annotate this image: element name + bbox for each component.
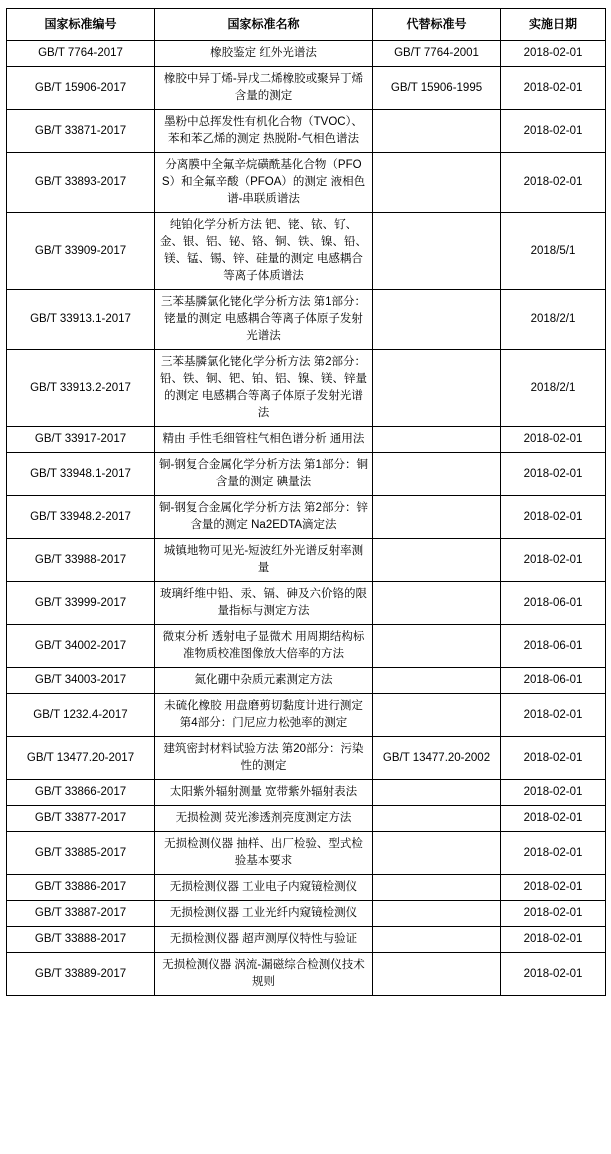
cell-standard-name: 纯铂化学分析方法 钯、铑、铱、钌、金、银、铝、铋、铬、铜、铁、镍、铅、镁、锰、锡、锌、硅量的测定 电感耦合等离子体质谱法 (155, 213, 373, 290)
cell-replaced-code (373, 350, 501, 427)
cell-standard-code: GB/T 33888-2017 (7, 927, 155, 953)
table-row (7, 737, 606, 780)
cell-replaced-code: GB/T 15906-1995 (373, 67, 501, 110)
table-row (7, 539, 606, 582)
cell-standard-name: 无损检测 荧光渗透剂亮度测定方法 (155, 806, 373, 832)
cell-replaced-code (373, 694, 501, 737)
table-row (7, 213, 606, 290)
cell-replaced-code (373, 625, 501, 668)
cell-standard-name: 墨粉中总挥发性有机化合物（TVOC）、苯和苯乙烯的测定 热脱附-气相色谱法 (155, 110, 373, 153)
cell-standard-code: GB/T 34003-2017 (7, 668, 155, 694)
cell-replaced-code (373, 832, 501, 875)
cell-standard-code: GB/T 33887-2017 (7, 901, 155, 927)
column-header-effective-date: 实施日期 (501, 9, 606, 41)
cell-replaced-code (373, 806, 501, 832)
table-row (7, 927, 606, 953)
cell-standard-code: GB/T 33871-2017 (7, 110, 155, 153)
cell-standard-name: 精由 手性毛细管柱气相色谱分析 通用法 (155, 427, 373, 453)
cell-standard-name: 无损检测仪器 抽样、出厂检验、型式检验基本要求 (155, 832, 373, 875)
cell-standard-code: GB/T 33893-2017 (7, 153, 155, 213)
table-row (7, 67, 606, 110)
cell-standard-code: GB/T 34002-2017 (7, 625, 155, 668)
cell-standard-name: 铜-钢复合金属化学分析方法 第1部分：铜含量的测定 碘量法 (155, 453, 373, 496)
cell-effective-date: 2018-02-01 (501, 427, 606, 453)
table-row (7, 953, 606, 996)
cell-replaced-code (373, 780, 501, 806)
cell-replaced-code (373, 290, 501, 350)
cell-standard-code: GB/T 33889-2017 (7, 953, 155, 996)
cell-standard-name: 分离膜中全氟辛烷磺酰基化合物（PFOS）和全氟辛酸（PFOA）的测定 液相色谱-串联质谱法 (155, 153, 373, 213)
cell-effective-date: 2018-02-01 (501, 496, 606, 539)
cell-replaced-code (373, 427, 501, 453)
cell-standard-name: 铜-钢复合金属化学分析方法 第2部分：锌含量的测定 Na2EDTA滴定法 (155, 496, 373, 539)
cell-standard-name: 微束分析 透射电子显微术 用周期结构标准物质校准图像放大倍率的方法 (155, 625, 373, 668)
cell-replaced-code (373, 213, 501, 290)
cell-effective-date: 2018-02-01 (501, 806, 606, 832)
cell-effective-date: 2018-02-01 (501, 953, 606, 996)
table-row (7, 350, 606, 427)
cell-standard-code: GB/T 33917-2017 (7, 427, 155, 453)
cell-effective-date: 2018/2/1 (501, 290, 606, 350)
table-row (7, 668, 606, 694)
table-row (7, 453, 606, 496)
cell-standard-name: 玻璃纤维中铅、汞、镉、砷及六价铬的限量指标与测定方法 (155, 582, 373, 625)
cell-effective-date: 2018-02-01 (501, 41, 606, 67)
cell-standard-code: GB/T 33909-2017 (7, 213, 155, 290)
cell-standard-code: GB/T 33877-2017 (7, 806, 155, 832)
cell-standard-code: GB/T 33886-2017 (7, 875, 155, 901)
cell-replaced-code: GB/T 7764-2001 (373, 41, 501, 67)
cell-replaced-code (373, 453, 501, 496)
cell-effective-date: 2018-02-01 (501, 875, 606, 901)
cell-replaced-code: GB/T 13477.20-2002 (373, 737, 501, 780)
table-row (7, 427, 606, 453)
cell-replaced-code (373, 927, 501, 953)
cell-standard-code: GB/T 33913.2-2017 (7, 350, 155, 427)
cell-standard-code: GB/T 33885-2017 (7, 832, 155, 875)
cell-standard-name: 未硫化橡胶 用盘磨剪切黏度计进行测定 第4部分：门尼应力松弛率的测定 (155, 694, 373, 737)
cell-standard-code: GB/T 33999-2017 (7, 582, 155, 625)
cell-replaced-code (373, 668, 501, 694)
cell-effective-date: 2018-02-01 (501, 901, 606, 927)
cell-standard-name: 无损检测仪器 工业光纤内窥镜检测仪 (155, 901, 373, 927)
cell-standard-name: 橡胶中异丁烯-异戊二烯橡胶或聚异丁烯含量的测定 (155, 67, 373, 110)
table-row (7, 496, 606, 539)
table-row (7, 875, 606, 901)
cell-standard-code: GB/T 13477.20-2017 (7, 737, 155, 780)
cell-standard-code: GB/T 1232.4-2017 (7, 694, 155, 737)
cell-replaced-code (373, 110, 501, 153)
table-row (7, 290, 606, 350)
table-row (7, 41, 606, 67)
cell-standard-code: GB/T 33948.1-2017 (7, 453, 155, 496)
cell-standard-code: GB/T 33913.1-2017 (7, 290, 155, 350)
cell-replaced-code (373, 875, 501, 901)
cell-replaced-code (373, 582, 501, 625)
cell-effective-date: 2018-06-01 (501, 625, 606, 668)
cell-effective-date: 2018-02-01 (501, 737, 606, 780)
cell-effective-date: 2018-02-01 (501, 832, 606, 875)
table-row (7, 153, 606, 213)
table-header-row (7, 9, 606, 41)
cell-standard-name: 氮化硼中杂质元素测定方法 (155, 668, 373, 694)
table-row (7, 806, 606, 832)
cell-replaced-code (373, 153, 501, 213)
cell-standard-code: GB/T 33988-2017 (7, 539, 155, 582)
cell-effective-date: 2018-02-01 (501, 694, 606, 737)
cell-effective-date: 2018-06-01 (501, 582, 606, 625)
cell-effective-date: 2018-02-01 (501, 153, 606, 213)
cell-effective-date: 2018-02-01 (501, 780, 606, 806)
cell-standard-name: 无损检测仪器 工业电子内窥镜检测仪 (155, 875, 373, 901)
cell-standard-code: GB/T 33948.2-2017 (7, 496, 155, 539)
table-row (7, 625, 606, 668)
cell-standard-name: 三苯基膦氯化铑化学分析方法 第1部分：铑量的测定 电感耦合等离子体原子发射光谱法 (155, 290, 373, 350)
cell-standard-name: 无损检测仪器 涡流-漏磁综合检测仪技术规则 (155, 953, 373, 996)
cell-replaced-code (373, 496, 501, 539)
cell-replaced-code (373, 901, 501, 927)
cell-effective-date: 2018-06-01 (501, 668, 606, 694)
cell-effective-date: 2018/2/1 (501, 350, 606, 427)
column-header-replaced-code: 代替标准号 (373, 9, 501, 41)
table-row (7, 582, 606, 625)
table-row (7, 780, 606, 806)
cell-standard-name: 橡胶鉴定 红外光谱法 (155, 41, 373, 67)
cell-standard-code: GB/T 33866-2017 (7, 780, 155, 806)
cell-replaced-code (373, 539, 501, 582)
cell-standard-code: GB/T 15906-2017 (7, 67, 155, 110)
table-row (7, 901, 606, 927)
column-header-standard-name: 国家标准名称 (155, 9, 373, 41)
column-header-standard-code: 国家标准编号 (7, 9, 155, 41)
cell-standard-name: 太阳紫外辐射测量 宽带紫外辐射表法 (155, 780, 373, 806)
cell-standard-name: 建筑密封材料试验方法 第20部分：污染性的测定 (155, 737, 373, 780)
table-header (7, 9, 606, 41)
cell-effective-date: 2018-02-01 (501, 539, 606, 582)
table-row (7, 832, 606, 875)
table-row (7, 110, 606, 153)
cell-effective-date: 2018/5/1 (501, 213, 606, 290)
national-standards-table (6, 8, 606, 996)
cell-effective-date: 2018-02-01 (501, 110, 606, 153)
table-body (7, 41, 606, 996)
cell-standard-code: GB/T 7764-2017 (7, 41, 155, 67)
table-row (7, 694, 606, 737)
cell-standard-name: 城镇地物可见光-短波红外光谱反射率测量 (155, 539, 373, 582)
cell-standard-name: 无损检测仪器 超声测厚仪特性与验证 (155, 927, 373, 953)
cell-effective-date: 2018-02-01 (501, 927, 606, 953)
cell-effective-date: 2018-02-01 (501, 67, 606, 110)
cell-replaced-code (373, 953, 501, 996)
cell-standard-name: 三苯基膦氯化铑化学分析方法 第2部分：铅、铁、铜、钯、铂、铝、镍、镁、锌量的测定 电感耦合等离子体原子发射光谱法 (155, 350, 373, 427)
cell-effective-date: 2018-02-01 (501, 453, 606, 496)
